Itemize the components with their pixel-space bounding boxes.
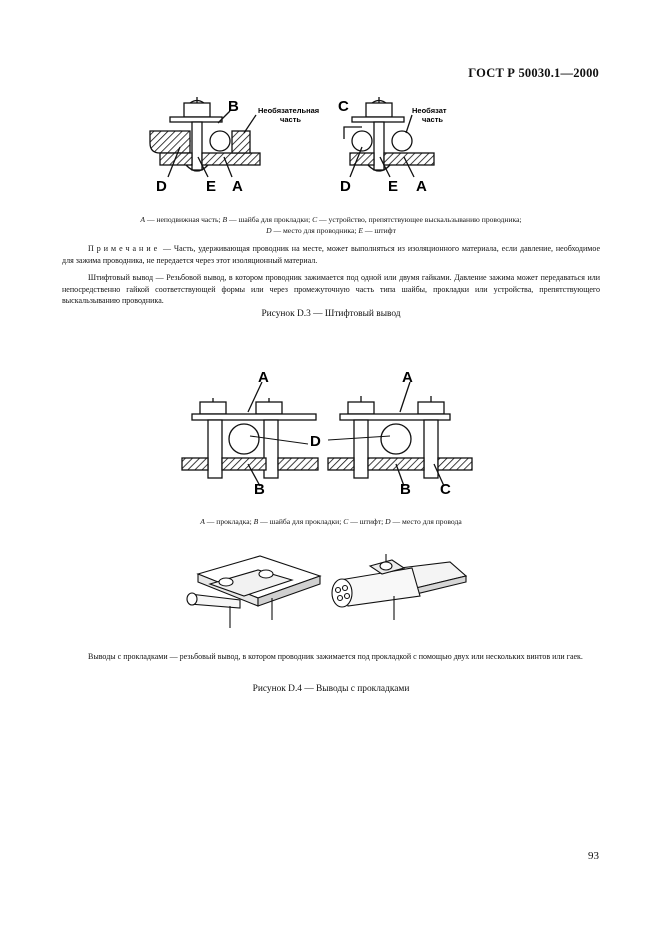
legend-text-c: — штифт; — [348, 517, 386, 526]
label-a-right: A — [402, 369, 413, 386]
saddle-terminal-3d-left — [187, 556, 320, 628]
saddle-terminal-3d-right — [332, 554, 466, 620]
saddle-terminal-illustrations — [180, 548, 470, 638]
figure-d3-note — [62, 243, 600, 266]
label-e-right: E — [388, 178, 399, 195]
label-e-left: E — [206, 178, 217, 195]
legend-text-d: — место для провода — [390, 517, 462, 526]
saddle-terminal-definition: Выводы с прокладками — резьбовый вывод, в котором проводник зажимается под прокладкой с помощью двух или нескольких винтов или гаек. — [88, 652, 583, 661]
figure-d4-drawing — [178, 366, 478, 496]
legend-text-e: — штифт — [363, 226, 396, 235]
legend-key-c: C — [312, 215, 318, 224]
legend-text-d: — место для проводника; — [271, 226, 359, 235]
legend-text-a: — неподвижная часть; — [145, 215, 223, 224]
label-c: C — [440, 481, 451, 496]
page-number: 93 — [588, 850, 599, 862]
label-b-left: B — [254, 481, 265, 496]
note-text: — Часть, удерживающая проводник на месте, может выполняться из изоляционного материала, если давление, необходимое для зажима проводника, не передается через этот изоляционный материал. — [62, 244, 600, 265]
label-optional-part-right-2: часть — [422, 115, 443, 124]
label-a-left: A — [258, 369, 269, 386]
label-optional-part-left-2: часть — [280, 115, 301, 124]
note-label: Примечание — [88, 244, 161, 253]
label-d: D — [310, 433, 321, 450]
figure-d4-caption: Рисунок D.4 — Выводы с прокладками — [252, 684, 410, 694]
label-a-left: A — [232, 178, 243, 195]
legend-text-c: — устройство, препятствующее выскальзыванию проводника; — [317, 215, 522, 224]
legend-key-d: D — [385, 517, 391, 526]
saddle-terminal-right — [328, 382, 472, 486]
saddle-terminal-left — [182, 382, 318, 486]
label-b-right: B — [400, 481, 411, 496]
label-optional-part-left: Необязательная — [258, 106, 320, 115]
label-optional-part-right: Необязат — [412, 106, 447, 115]
label-d-right: D — [340, 178, 351, 195]
figure-d4-legend — [62, 516, 600, 527]
legend-text-a: — прокладка; — [204, 517, 254, 526]
legend-key-b: B — [222, 215, 228, 224]
label-d-left: D — [156, 178, 167, 195]
label-b-left: B — [228, 98, 239, 115]
figure-d3-drawing — [140, 95, 450, 195]
figure-d3-legend — [62, 214, 600, 236]
legend-key-e: E — [358, 226, 364, 235]
legend-key-c: C — [343, 517, 349, 526]
legend-text-b: — шайба для прокладки; — [258, 517, 344, 526]
pillar-terminal-definition: Штифтовый вывод — Резьбовой вывод, в котором проводник зажимается под одной или двумя гайками. Давление зажима может передаваться или непосредственно гайкой соответствующей формы или через промежуточную часть типа шайбы, прокладки или устройства, препятствующего выскальзыванию проводника. — [62, 273, 600, 305]
legend-text-b: — шайба для прокладки; — [227, 215, 313, 224]
document-header: ГОСТ Р 50030.1—2000 — [468, 66, 599, 80]
legend-key-a: A — [200, 517, 205, 526]
figure-d3-caption: Рисунок D.3 — Штифтовый вывод — [261, 309, 401, 319]
label-c-right: C — [338, 98, 349, 115]
legend-key-b: B — [253, 517, 259, 526]
label-a-right: A — [416, 178, 427, 195]
pillar-terminal-left — [150, 97, 260, 177]
legend-key-a: A — [140, 215, 146, 224]
legend-key-d: D — [266, 226, 272, 235]
